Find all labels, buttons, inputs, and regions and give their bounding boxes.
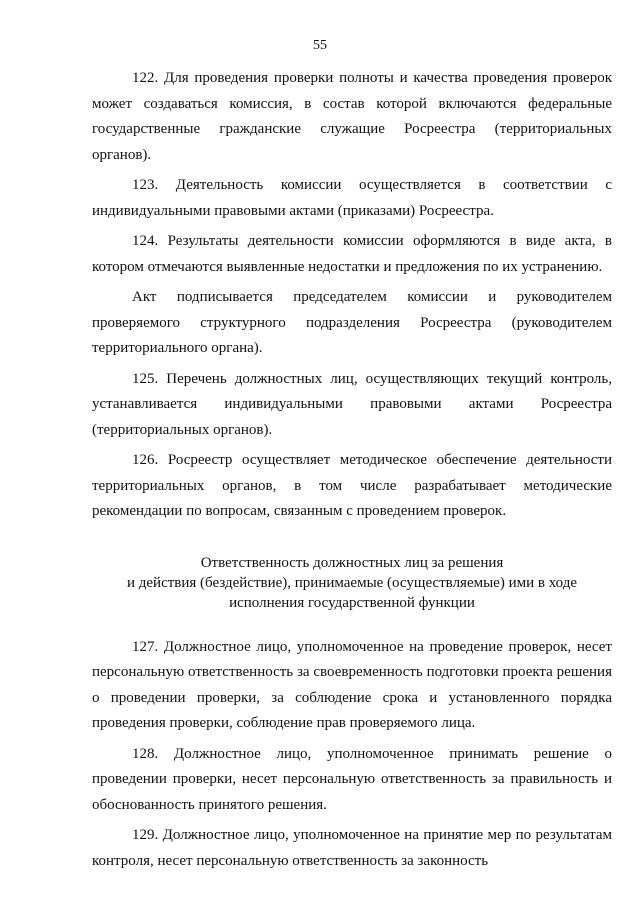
paragraph-125: 125. Перечень должностных лиц, осуществляющих текущий контроль, устанавливается индивидуальными правовыми актами Росреестра (территориальных органов). [92, 370, 612, 438]
paragraph-122: 122. Для проведения проверки полноты и качества проведения проверок может создаваться комиссия, в состав которой включаются федеральные государственные гражданские служащие Росреестра (территориальных органов). [92, 70, 612, 163]
page-content [92, 66, 612, 879]
section-heading-line-3: исполнения государственной функции [229, 594, 475, 611]
paragraph-128: 128. Должностное лицо, уполномоченное принимать решение о проведении проверки, несет персональную ответственность за правильность и обоснованность принятого решения. [92, 745, 612, 813]
paragraph-124: 124. Результаты деятельности комиссии оформляются в виде акта, в котором отмечаются выявленные недостатки и предложения по их устранению. [92, 233, 612, 275]
paragraph-127: 127. Должностное лицо, уполномоченное на проведение проверок, несет персональную ответственность за своевременность подготовки проекта решения о проведении проверки, за соблюдение срока и установленного порядка проведения проверки, соблюдение прав проверяемого лица. [92, 638, 612, 731]
section-heading [92, 553, 612, 613]
page-number: 55 [313, 38, 327, 53]
paragraph-126: 126. Росреестр осуществляет методическое обеспечение деятельности территориальных органов, в том числе разрабатывает методические рекомендации по вопросам, связанным с проведением проверок. [92, 452, 612, 519]
paragraph-act-signing: Акт подписывается председателем комиссии и руководителем проверяемого структурного подразделения Росреестра (руководителем территориального органа). [92, 289, 612, 356]
section-heading-line-1: Ответственность должностных лиц за решения [200, 554, 504, 571]
paragraph-123: 123. Деятельность комиссии осуществляется в соответствии с индивидуальными правовыми актами (приказами) Росреестра. [92, 177, 612, 219]
paragraph-129: 129. Должностное лицо, уполномоченное на принятие мер по результатам контроля, несет персональную ответственность за законность [92, 827, 612, 869]
section-heading-line-2: и действия (бездействие), принимаемые (осуществляемые) ими в ходе [126, 574, 577, 591]
